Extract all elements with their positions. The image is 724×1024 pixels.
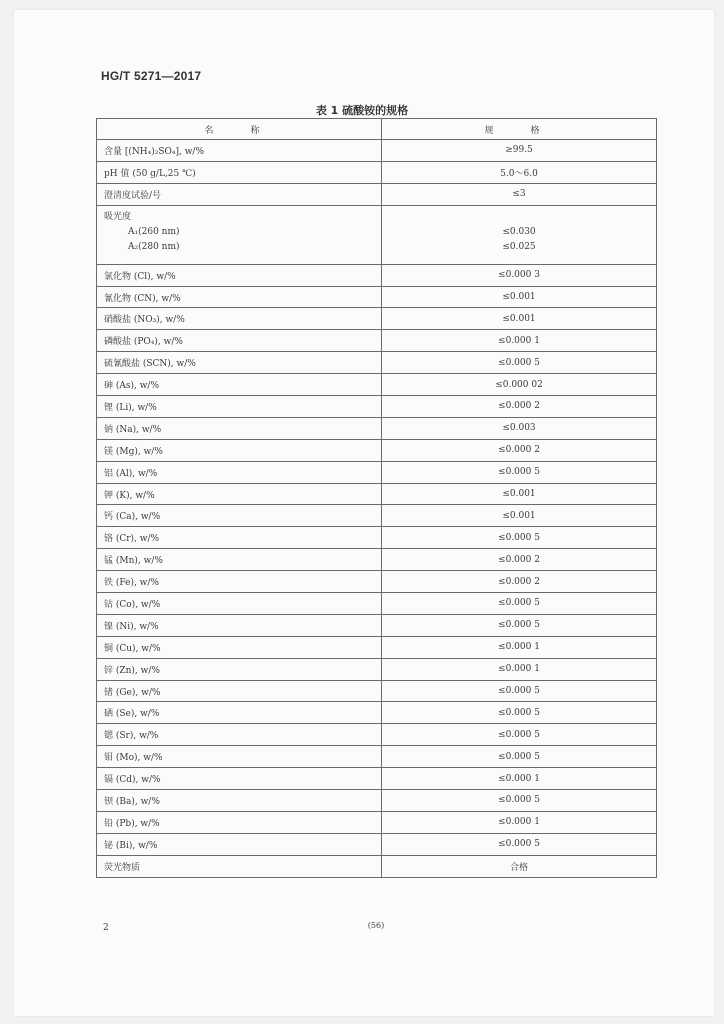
row-spec: ≤0.000 5 [382,352,657,374]
table-row [97,396,657,418]
row-spec: ≤0.000 5 [382,593,657,615]
table-header-row [97,119,657,140]
table-row [97,417,657,439]
row-spec: ≤0.000 2 [382,571,657,593]
table-row [97,483,657,505]
table-row [97,161,657,183]
row-spec: ≤0.000 1 [382,768,657,790]
row-name: 钠 (Na), w/% [97,417,382,439]
table-row [97,374,657,396]
table-row [97,768,657,790]
row-name: 钾 (K), w/% [97,483,382,505]
row-name: 氰化物 (CN), w/% [97,286,382,308]
row-name: 含量 [(NH₄)₂SO₄], w/% [97,140,382,162]
row-name: 钡 (Ba), w/% [97,790,382,812]
table-row [97,746,657,768]
row-name: 硒 (Se), w/% [97,702,382,724]
table-row [97,505,657,527]
row-name: 镁 (Mg), w/% [97,439,382,461]
row-spec: ≤0.000 02 [382,374,657,396]
table-row [97,308,657,330]
absorbance-heading: 吸光度 [104,211,132,222]
table-row [97,549,657,571]
table-row [97,811,657,833]
row-spec: ≤0.001 [382,308,657,330]
row-name: 荧光物质 [97,855,382,877]
table-row [97,680,657,702]
page-number: 2 [103,923,109,933]
row-spec: ≤0.000 5 [382,680,657,702]
row-name: 锂 (Li), w/% [97,396,382,418]
row-spec: ≥99.5 [382,140,657,162]
row-spec: ≤3 [382,183,657,205]
row-name: 铜 (Cu), w/% [97,636,382,658]
row-spec: ≤0.000 1 [382,636,657,658]
row-spec: ≤0.000 3 [382,264,657,286]
table-row [97,593,657,615]
row-name: 铬 (Cr), w/% [97,527,382,549]
table-row [97,330,657,352]
table-row [97,264,657,286]
row-spec: ≤0.003 [382,417,657,439]
table-title: 表 1 硫酸铵的规格 [315,104,409,117]
row-spec: 合格 [382,855,657,877]
table-row [97,352,657,374]
absorbance-row [97,205,657,264]
row-spec: ≤0.000 1 [382,658,657,680]
row-spec: ≤0.001 [382,286,657,308]
row-spec: ≤0.000 2 [382,439,657,461]
row-name: 铅 (Pb), w/% [97,811,382,833]
row-name: 钼 (Mo), w/% [97,746,382,768]
table-row [97,658,657,680]
row-name: 钴 (Co), w/% [97,593,382,615]
absorbance-a1-value: ≤0.030 [502,226,536,237]
table-row [97,636,657,658]
row-name: 锶 (Sr), w/% [97,724,382,746]
row-spec: ≤0.001 [382,505,657,527]
row-name: 铋 (Bi), w/% [97,833,382,855]
row-spec: ≤0.000 5 [382,461,657,483]
table-row [97,286,657,308]
row-spec: ≤0.000 5 [382,746,657,768]
table-row [97,833,657,855]
row-name: 氯化物 (Cl), w/% [97,264,382,286]
table-row [97,702,657,724]
row-spec: ≤0.000 5 [382,702,657,724]
column-header-name: 名 称 [97,119,382,140]
table-row [97,790,657,812]
row-spec: ≤0.000 1 [382,811,657,833]
row-spec: ≤0.000 5 [382,833,657,855]
row-spec: ≤0.000 2 [382,396,657,418]
row-name: 镉 (Cd), w/% [97,768,382,790]
table-row [97,724,657,746]
column-header-spec: 规 格 [382,119,657,140]
absorbance-a1-label: A₁(260 nm) [128,226,180,237]
row-spec: ≤0.000 5 [382,527,657,549]
row-spec: ≤0.000 1 [382,330,657,352]
row-name: 澄清度试验/号 [97,183,382,205]
absorbance-spec-cell [382,205,657,264]
row-name: 锰 (Mn), w/% [97,549,382,571]
row-spec: ≤0.000 2 [382,549,657,571]
table-row [97,527,657,549]
specification-table [96,118,657,878]
table-row [97,614,657,636]
absorbance-a2-value: ≤0.025 [502,241,536,252]
row-name: 铝 (Al), w/% [97,461,382,483]
row-name: 铁 (Fe), w/% [97,571,382,593]
row-name: pH 值 (50 g/L,25 ℃) [97,161,382,183]
print-page-number: (56) [367,921,385,930]
row-name: 磷酸盐 (PO₄), w/% [97,330,382,352]
row-spec: ≤0.000 5 [382,790,657,812]
row-name: 砷 (As), w/% [97,374,382,396]
standard-code: HG/T 5271—2017 [101,69,202,83]
row-spec: ≤0.000 5 [382,724,657,746]
row-name: 锗 (Ge), w/% [97,680,382,702]
table-row [97,571,657,593]
row-name: 锌 (Zn), w/% [97,658,382,680]
row-spec: ≤0.000 5 [382,614,657,636]
row-name: 钙 (Ca), w/% [97,505,382,527]
table-row [97,439,657,461]
table-row [97,461,657,483]
row-name: 硫氰酸盐 (SCN), w/% [97,352,382,374]
table-row [97,140,657,162]
table-row [97,855,657,877]
absorbance-a2-label: A₂(280 nm) [128,241,180,252]
row-name: 硝酸盐 (NO₃), w/% [97,308,382,330]
row-spec: ≤0.001 [382,483,657,505]
row-spec: 5.0～6.0 [382,161,657,183]
table-row [97,183,657,205]
absorbance-name-cell [97,205,382,264]
row-name: 镍 (Ni), w/% [97,614,382,636]
